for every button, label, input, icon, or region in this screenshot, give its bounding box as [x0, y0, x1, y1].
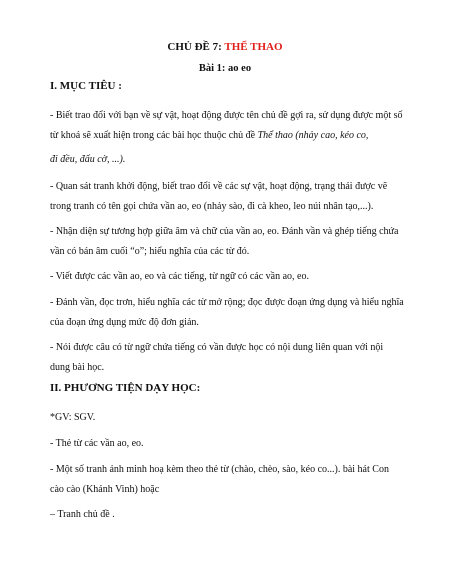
objective-paragraph-4: - Viết được các vần ao, eo và các tiếng, từ ngữ có các vần ao, eo.: [50, 271, 309, 282]
objective-1-text: - Biết trao đổi với bạn về sự vật, hoạt động được tên chủ đề gợi ra, sử dụng được một số từ khoá sẽ xuất hiện trong các bài học thuộc chủ đề: [50, 110, 403, 141]
section-heading-objectives: I. MỤC TIÊU :: [50, 80, 122, 92]
objective-1-italic: Thể thao (nhảy cao, kéo co,: [257, 130, 369, 141]
title-prefix: CHỦ ĐỀ 7:: [167, 41, 225, 53]
objective-1-italic-continued: đi đều, đấu cờ, ...).: [50, 154, 126, 165]
section-heading-resources: II. PHƯƠNG TIỆN DẠY HỌC:: [50, 382, 201, 394]
document-title: [0, 41, 450, 53]
objective-paragraph-6: - Nói được câu có từ ngữ chứa tiếng có vần được học có nội dung liên quan với nội dung bài học.: [50, 342, 384, 373]
objective-paragraph-5: - Đánh vần, đọc trơn, hiểu nghĩa các từ mở rộng; đọc được đoạn ứng dụng và hiểu nghĩa của đoạn ứng dụng mức độ đơn giản.: [50, 297, 404, 328]
objective-paragraph-2: - Quan sát tranh khởi động, biết trao đổi về các sự vật, hoạt động, trạng thái được vẽ trong tranh có tên gọi chứa vần ao, eo (nhảy sào, đi cà kheo, leo núi nhân tạo,...).: [50, 181, 388, 212]
resource-paragraph-2: - Thẻ từ các vần ao, eo.: [50, 438, 144, 449]
resource-paragraph-3: - Một số tranh ảnh minh hoạ kèm theo thẻ từ (chào, chèo, sào, kéo co...). bài hát Con cào cào (Khánh Vinh) hoặc: [50, 464, 389, 495]
resource-paragraph-1: *GV: SGV.: [50, 412, 96, 423]
lesson-subtitle: Bài 1: ao eo: [198, 63, 252, 74]
title-accent: THỂ THAO: [224, 41, 283, 53]
objective-paragraph-3: - Nhận diện sự tương hợp giữa âm và chữ của vần ao, eo. Đánh vần và ghép tiếng chứa vần có bán âm cuối “o”; hiểu nghĩa của các từ đó.: [50, 226, 399, 257]
objective-paragraph-1: [50, 106, 405, 146]
resource-paragraph-4: – Tranh chủ đề .: [50, 509, 115, 520]
